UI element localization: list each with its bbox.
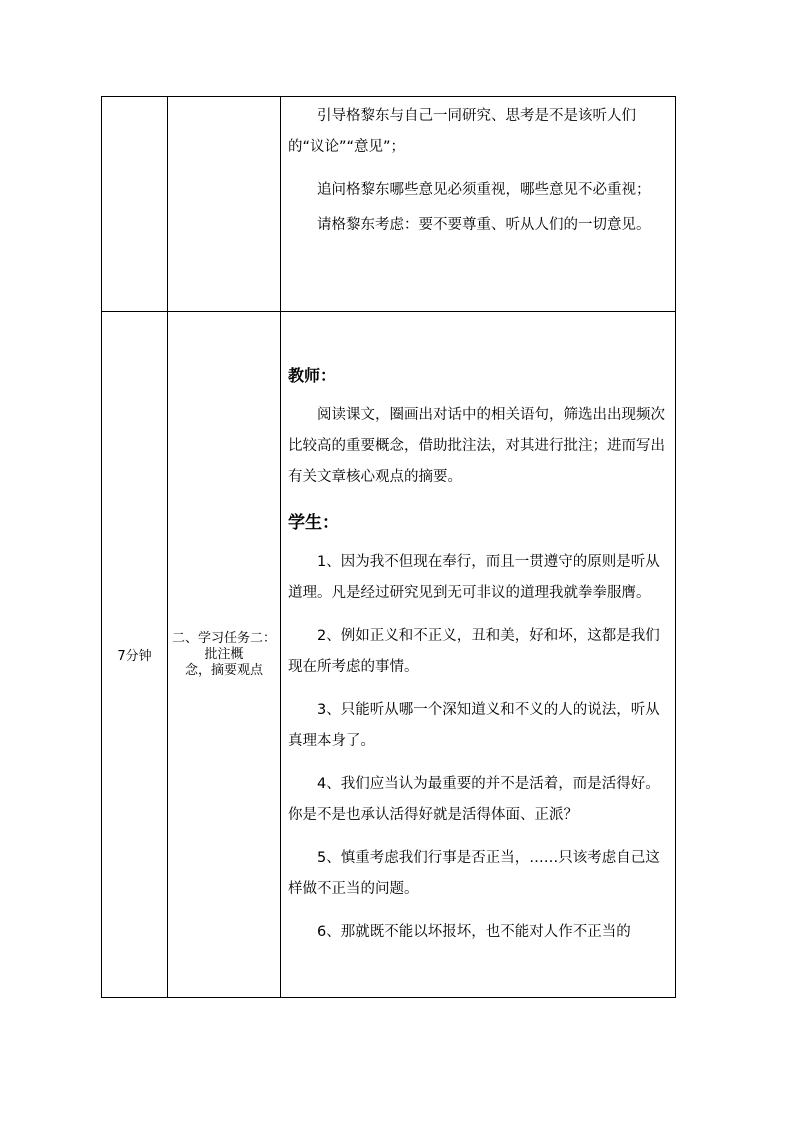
teacher-heading: 教师： — [288, 366, 337, 385]
student-item: 3、只能听从哪一个深知道义和不义的人的说法，听从真理本身了。 — [288, 702, 660, 749]
lesson-plan-table — [101, 96, 676, 998]
guidance-paragraph: 引导格黎东与自己一同研究、思考是不是该听人们的“议论”“意见”； — [288, 108, 636, 155]
student-item: 4、我们应当认为最重要的并不是活着，而是活得好。你是不是也承认活得好就是活得体面、正派？ — [288, 776, 660, 823]
table-row — [102, 312, 676, 998]
content-cell — [281, 97, 676, 312]
student-item: 2、例如正义和不正义，丑和美，好和坏，这都是我们现在所考虑的事情。 — [288, 628, 660, 675]
time-cell: 7分钟 — [102, 312, 168, 998]
student-item: 1、因为我不但现在奉行，而且一贯遵守的原则是听从道理。凡是经过研究见到无可非议的道理我就拳拳服膺。 — [288, 554, 660, 601]
guidance-paragraph: 请格黎东考虑：要不要尊重、听从人们的一切意见。 — [317, 217, 651, 233]
student-item: 6、那就既不能以坏报坏，也不能对人作不正当的 — [317, 924, 631, 940]
time-cell — [102, 97, 168, 312]
guidance-paragraph: 追问格黎东哪些意见必须重视，哪些意见不必重视； — [317, 182, 651, 198]
student-item: 5、慎重考虑我们行事是否正当，……只该考虑自己这样做不正当的问题。 — [288, 850, 660, 897]
table-row — [102, 97, 676, 312]
student-heading: 学生： — [288, 513, 339, 533]
task-label-line: 二、学习任务二：批注概 — [171, 630, 276, 662]
task-cell — [168, 97, 281, 312]
content-cell — [281, 312, 676, 998]
task-label-line: 念，摘要观点 — [184, 662, 263, 678]
teacher-paragraph: 阅读课文，圈画出对话中的相关语句，筛选出出现频次比较高的重要概念，借助批注法，对其进行批注；进而写出有关文章核心观点的摘要。 — [288, 407, 665, 485]
task-cell — [168, 312, 281, 998]
